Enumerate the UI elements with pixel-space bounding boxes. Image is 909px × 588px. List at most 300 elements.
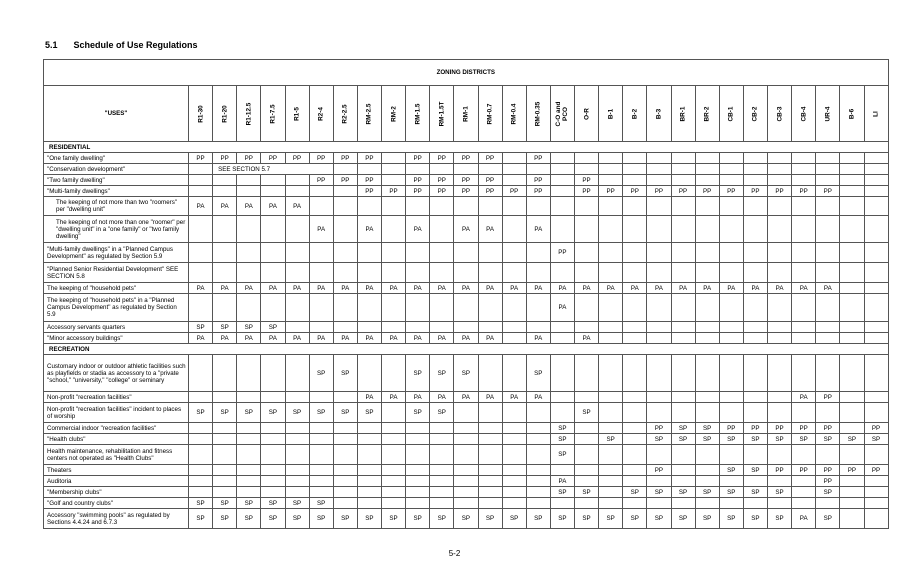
table-cell: PP xyxy=(333,153,357,164)
table-cell: SP xyxy=(816,487,840,498)
table-cell xyxy=(285,216,309,243)
table-cell: PA xyxy=(550,283,574,294)
use-label: Theaters xyxy=(44,465,189,476)
table-row xyxy=(44,294,889,322)
district-header xyxy=(768,86,792,142)
section-row xyxy=(44,344,889,355)
table-cell xyxy=(382,403,406,423)
table-cell xyxy=(550,403,574,423)
table-cell xyxy=(743,294,767,322)
table-cell: PP xyxy=(454,175,478,186)
table-cell xyxy=(647,197,671,216)
table-cell xyxy=(430,476,454,487)
table-cell xyxy=(213,263,237,283)
use-label: Non-profit "recreation facilities" xyxy=(44,392,189,403)
table-cell xyxy=(406,164,430,175)
table-cell: PA xyxy=(454,392,478,403)
table-cell: PA xyxy=(623,283,647,294)
table-cell: SP xyxy=(695,423,719,434)
table-cell: PP xyxy=(575,186,599,197)
table-cell xyxy=(382,216,406,243)
district-header xyxy=(261,86,285,142)
table-cell xyxy=(671,333,695,344)
table-cell: PA xyxy=(478,216,502,243)
table-cell: PP xyxy=(454,153,478,164)
table-cell xyxy=(454,403,478,423)
table-cell: PP xyxy=(671,186,695,197)
table-cell xyxy=(575,476,599,487)
table-cell: PP xyxy=(237,153,261,164)
table-cell xyxy=(840,175,864,186)
table-cell xyxy=(768,153,792,164)
table-cell xyxy=(864,445,888,465)
table-cell xyxy=(575,423,599,434)
table-cell xyxy=(864,294,888,322)
table-cell xyxy=(261,263,285,283)
table-cell xyxy=(840,498,864,509)
table-cell xyxy=(285,465,309,476)
table-cell xyxy=(430,322,454,333)
table-cell xyxy=(671,216,695,243)
table-cell xyxy=(816,445,840,465)
table-cell xyxy=(623,434,647,445)
table-cell xyxy=(357,294,381,322)
table-cell: SP xyxy=(647,487,671,498)
table-cell xyxy=(695,403,719,423)
district-header xyxy=(502,86,526,142)
district-header xyxy=(623,86,647,142)
table-cell xyxy=(599,294,623,322)
table-cell xyxy=(309,186,333,197)
table-cell xyxy=(213,175,237,186)
table-cell xyxy=(478,423,502,434)
section-row xyxy=(44,142,889,153)
table-cell xyxy=(237,186,261,197)
table-cell xyxy=(454,423,478,434)
table-cell xyxy=(309,465,333,476)
table-cell xyxy=(237,445,261,465)
table-cell: PA xyxy=(406,283,430,294)
table-row xyxy=(44,186,889,197)
table-cell xyxy=(526,243,550,263)
table-cell: PA xyxy=(406,333,430,344)
table-cell xyxy=(309,263,333,283)
table-cell xyxy=(189,355,213,392)
table-cell xyxy=(333,487,357,498)
table-cell xyxy=(768,445,792,465)
table-cell xyxy=(237,465,261,476)
district-label: R2-4 xyxy=(317,106,325,121)
use-label: Accessory servants quarters xyxy=(44,322,189,333)
table-cell xyxy=(743,164,767,175)
table-cell xyxy=(550,333,574,344)
table-cell xyxy=(840,283,864,294)
use-label: Auditoria xyxy=(44,476,189,487)
table-cell xyxy=(647,392,671,403)
table-cell xyxy=(623,243,647,263)
table-cell xyxy=(647,294,671,322)
table-cell: PP xyxy=(719,423,743,434)
table-cell xyxy=(382,465,406,476)
table-cell: PP xyxy=(840,465,864,476)
district-header xyxy=(237,86,261,142)
table-cell xyxy=(623,197,647,216)
table-cell xyxy=(792,153,816,164)
district-label: R1-30 xyxy=(197,104,205,123)
table-cell xyxy=(382,322,406,333)
table-cell xyxy=(189,434,213,445)
district-header xyxy=(743,86,767,142)
table-cell xyxy=(502,403,526,423)
table-cell xyxy=(261,294,285,322)
use-label: The keeping of not more than two "roomers" per "dwelling unit" xyxy=(44,197,189,216)
district-label: LI xyxy=(872,110,880,117)
zoning-districts-header-row xyxy=(44,60,889,86)
use-label: Non-profit "recreation facilities" incident to places of worship xyxy=(44,403,189,423)
table-cell xyxy=(840,355,864,392)
table-cell: SP xyxy=(623,487,647,498)
table-cell xyxy=(502,243,526,263)
table-cell xyxy=(430,465,454,476)
table-cell xyxy=(333,186,357,197)
table-cell: PP xyxy=(816,423,840,434)
table-cell xyxy=(478,434,502,445)
table-cell xyxy=(213,294,237,322)
table-cell xyxy=(575,263,599,283)
table-cell xyxy=(406,423,430,434)
table-cell xyxy=(671,294,695,322)
table-cell xyxy=(333,216,357,243)
table-cell xyxy=(671,465,695,476)
table-cell xyxy=(719,333,743,344)
table-cell: SP xyxy=(864,434,888,445)
table-cell xyxy=(695,476,719,487)
table-cell xyxy=(695,294,719,322)
table-cell xyxy=(768,498,792,509)
table-cell xyxy=(261,465,285,476)
table-cell xyxy=(816,164,840,175)
table-cell xyxy=(454,434,478,445)
table-cell: PP xyxy=(406,153,430,164)
table-cell: PP xyxy=(743,423,767,434)
table-cell xyxy=(816,175,840,186)
table-cell xyxy=(502,434,526,445)
table-cell: PP xyxy=(768,423,792,434)
table-cell xyxy=(816,243,840,263)
table-cell: PA xyxy=(478,283,502,294)
table-cell: PA xyxy=(743,283,767,294)
district-header xyxy=(430,86,454,142)
table-cell: SP xyxy=(719,434,743,445)
table-cell: SP xyxy=(237,498,261,509)
table-cell xyxy=(743,445,767,465)
table-cell xyxy=(864,392,888,403)
table-cell xyxy=(599,445,623,465)
table-cell xyxy=(526,197,550,216)
table-cell: PP xyxy=(816,465,840,476)
table-cell xyxy=(864,498,888,509)
table-cell: PA xyxy=(357,333,381,344)
table-cell xyxy=(550,186,574,197)
table-cell xyxy=(478,164,502,175)
table-cell xyxy=(478,403,502,423)
table-cell xyxy=(743,476,767,487)
table-cell: PA xyxy=(430,283,454,294)
table-cell xyxy=(647,476,671,487)
table-cell xyxy=(768,392,792,403)
table-cell: PP xyxy=(768,465,792,476)
district-label: CB-3 xyxy=(776,106,784,121)
table-cell xyxy=(550,355,574,392)
district-header xyxy=(550,86,574,142)
table-cell xyxy=(743,216,767,243)
table-cell xyxy=(382,498,406,509)
table-cell xyxy=(864,263,888,283)
table-cell xyxy=(743,403,767,423)
table-cell xyxy=(840,153,864,164)
table-row xyxy=(44,322,889,333)
table-cell xyxy=(719,392,743,403)
table-cell: PA xyxy=(309,333,333,344)
table-row xyxy=(44,216,889,243)
page-number: 5-2 xyxy=(448,549,461,558)
use-label: Health maintenance, rehabilitation and fitness centers not operated as "Health Clubs" xyxy=(44,445,189,465)
table-cell: SP xyxy=(357,509,381,529)
table-cell: PP xyxy=(743,186,767,197)
table-cell xyxy=(213,476,237,487)
table-cell: PA xyxy=(719,283,743,294)
table-cell xyxy=(285,243,309,263)
table-cell xyxy=(792,294,816,322)
district-label: RM-2.5 xyxy=(365,103,373,124)
table-cell: PA xyxy=(213,283,237,294)
table-cell: PA xyxy=(430,392,454,403)
table-cell xyxy=(478,294,502,322)
table-cell xyxy=(357,476,381,487)
table-cell: PP xyxy=(864,423,888,434)
table-cell xyxy=(261,186,285,197)
table-cell xyxy=(526,445,550,465)
table-cell xyxy=(189,263,213,283)
table-cell xyxy=(213,465,237,476)
table-cell xyxy=(695,392,719,403)
table-cell: PP xyxy=(213,153,237,164)
table-cell xyxy=(189,186,213,197)
table-cell xyxy=(575,498,599,509)
table-cell xyxy=(550,465,574,476)
table-cell xyxy=(647,322,671,333)
district-header xyxy=(309,86,333,142)
table-cell: PP xyxy=(816,186,840,197)
table-cell xyxy=(743,392,767,403)
table-cell xyxy=(840,333,864,344)
table-cell: SP xyxy=(189,403,213,423)
table-cell: PP xyxy=(478,153,502,164)
table-cell xyxy=(285,294,309,322)
table-cell xyxy=(792,243,816,263)
table-cell xyxy=(406,487,430,498)
table-cell xyxy=(840,509,864,529)
table-cell xyxy=(599,197,623,216)
table-cell xyxy=(599,498,623,509)
table-row xyxy=(44,164,889,175)
table-cell xyxy=(599,153,623,164)
table-cell: PA xyxy=(285,333,309,344)
table-row xyxy=(44,153,889,164)
table-cell: PP xyxy=(406,175,430,186)
table-cell xyxy=(671,355,695,392)
table-cell xyxy=(237,423,261,434)
table-cell xyxy=(671,164,695,175)
table-cell xyxy=(478,465,502,476)
table-cell: PA xyxy=(599,283,623,294)
table-cell: PA xyxy=(526,216,550,243)
district-header xyxy=(719,86,743,142)
table-cell xyxy=(840,216,864,243)
table-cell xyxy=(478,487,502,498)
table-cell xyxy=(237,392,261,403)
table-cell xyxy=(695,164,719,175)
table-cell xyxy=(357,465,381,476)
table-cell xyxy=(840,164,864,175)
table-cell: SP xyxy=(406,509,430,529)
table-cell: PP xyxy=(550,243,574,263)
table-cell xyxy=(743,175,767,186)
table-cell: SP xyxy=(623,509,647,529)
table-cell: PP xyxy=(189,153,213,164)
table-cell xyxy=(357,243,381,263)
table-cell xyxy=(478,243,502,263)
table-cell xyxy=(261,243,285,263)
table-cell xyxy=(382,487,406,498)
table-cell xyxy=(840,476,864,487)
table-cell xyxy=(647,333,671,344)
table-cell: SP xyxy=(237,403,261,423)
table-cell: PP xyxy=(792,423,816,434)
table-cell xyxy=(864,243,888,263)
table-cell xyxy=(768,243,792,263)
table-cell xyxy=(623,465,647,476)
table-cell xyxy=(526,434,550,445)
table-cell xyxy=(550,498,574,509)
use-label: "Two family dwelling" xyxy=(44,175,189,186)
table-cell xyxy=(719,197,743,216)
table-cell xyxy=(719,175,743,186)
table-cell: PA xyxy=(550,294,574,322)
table-cell: SP xyxy=(816,509,840,529)
table-cell xyxy=(816,153,840,164)
table-cell xyxy=(743,153,767,164)
section-title: Schedule of Use Regulations xyxy=(73,40,198,50)
district-header xyxy=(382,86,406,142)
table-cell xyxy=(864,153,888,164)
table-cell xyxy=(189,164,213,175)
use-label: The keeping of "household pets" xyxy=(44,283,189,294)
table-cell xyxy=(237,294,261,322)
table-cell xyxy=(454,487,478,498)
table-cell xyxy=(792,216,816,243)
table-cell xyxy=(309,434,333,445)
table-cell xyxy=(237,434,261,445)
table-cell xyxy=(430,423,454,434)
table-cell xyxy=(526,498,550,509)
table-cell xyxy=(647,216,671,243)
table-cell: SP xyxy=(430,403,454,423)
table-cell xyxy=(575,355,599,392)
table-cell: PP xyxy=(478,175,502,186)
table-cell xyxy=(189,175,213,186)
table-cell: SP xyxy=(743,509,767,529)
table-cell xyxy=(864,197,888,216)
table-cell: SP xyxy=(550,423,574,434)
table-cell: PA xyxy=(189,197,213,216)
table-cell xyxy=(285,434,309,445)
table-cell xyxy=(333,434,357,445)
use-label: The keeping of "household pets" in a "Planned Campus Development" as regulated by Section 5.9 xyxy=(44,294,189,322)
table-cell: SP xyxy=(575,487,599,498)
table-cell xyxy=(309,476,333,487)
table-cell xyxy=(695,322,719,333)
table-cell xyxy=(333,263,357,283)
district-header xyxy=(213,86,237,142)
table-cell: SP xyxy=(357,403,381,423)
table-cell: PA xyxy=(237,283,261,294)
table-cell xyxy=(719,355,743,392)
district-label: B-3 xyxy=(655,108,663,119)
table-cell xyxy=(502,197,526,216)
table-cell: SP xyxy=(550,487,574,498)
table-cell xyxy=(647,243,671,263)
table-cell xyxy=(575,153,599,164)
table-cell: SP xyxy=(261,498,285,509)
table-cell: PP xyxy=(406,186,430,197)
table-cell xyxy=(671,476,695,487)
table-cell xyxy=(333,392,357,403)
table-cell xyxy=(189,487,213,498)
district-label: O-R xyxy=(583,107,591,120)
table-row xyxy=(44,355,889,392)
district-label: RM-2 xyxy=(390,105,398,122)
table-cell xyxy=(792,487,816,498)
table-cell xyxy=(189,294,213,322)
table-cell xyxy=(502,487,526,498)
table-cell xyxy=(237,263,261,283)
table-cell xyxy=(285,487,309,498)
table-cell xyxy=(430,263,454,283)
table-cell xyxy=(671,175,695,186)
table-cell xyxy=(382,263,406,283)
table-cell: PA xyxy=(406,216,430,243)
district-header xyxy=(840,86,864,142)
table-cell xyxy=(647,355,671,392)
district-label: R1-20 xyxy=(221,104,229,123)
table-cell xyxy=(261,175,285,186)
table-cell xyxy=(285,392,309,403)
table-cell xyxy=(333,423,357,434)
district-label: RM-1 xyxy=(462,105,470,122)
table-cell xyxy=(285,355,309,392)
table-cell xyxy=(864,476,888,487)
schedule-of-use-table xyxy=(43,59,889,529)
table-cell xyxy=(768,476,792,487)
table-cell: SP xyxy=(261,322,285,333)
table-cell: SP xyxy=(309,509,333,529)
table-cell: SP xyxy=(768,434,792,445)
table-cell xyxy=(575,392,599,403)
table-cell: SP xyxy=(599,509,623,529)
district-label: B-1 xyxy=(607,108,615,119)
table-cell: SP xyxy=(719,465,743,476)
